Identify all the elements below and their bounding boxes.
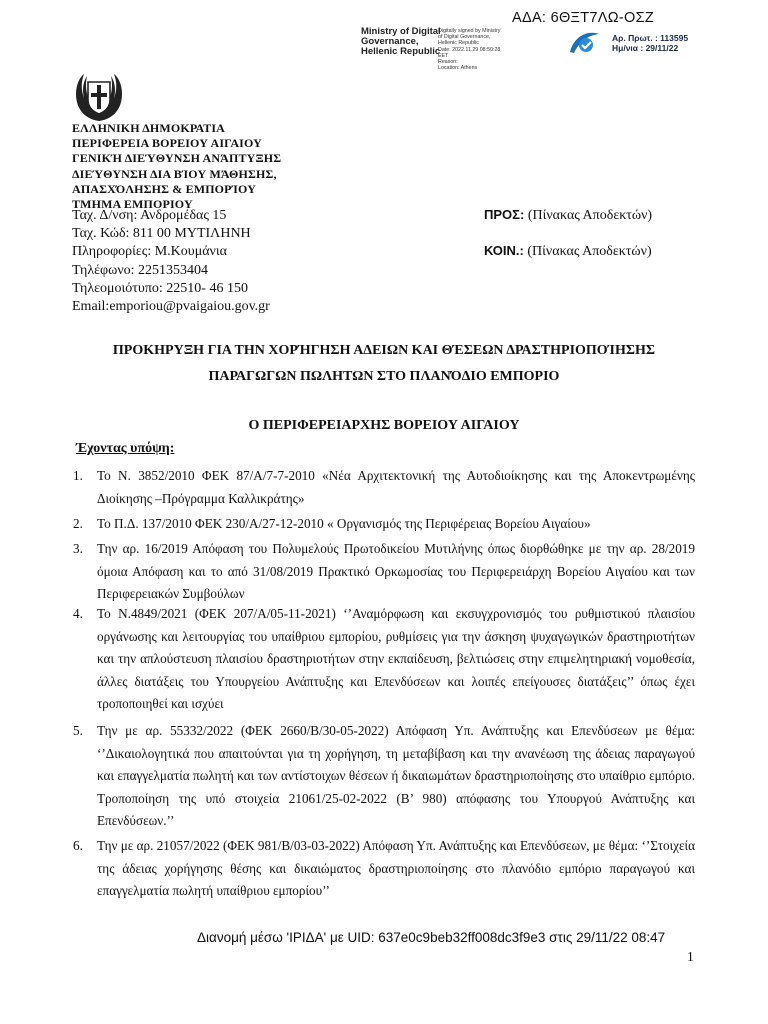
header-line: ΕΛΛΗΝΙΚΗ ΔΗΜΟΚΡΑΤΙΑ (72, 121, 225, 135)
list-item (73, 538, 695, 606)
list-item-number: 4. (73, 606, 83, 621)
list-item-number: 1. (73, 468, 83, 483)
protocol-info (612, 33, 688, 53)
document-title-line-2: ΠΑΡΑΓΩΓΩΝ ΠΩΛΗΤΩΝ ΣΤΟ ΠΛΑΝΌΔΙΟ ΕΜΠΟΡΙΟ (208, 369, 560, 384)
list-item (73, 720, 695, 833)
list-item-text: Το Π.Δ. 137/2010 ΦΕΚ 230/Α/27-12-2010 « Οργανισμός της Περιφέρειας Βορείου Αιγαίου» (97, 516, 591, 531)
recipients-to (484, 207, 652, 224)
protocol-date: Ημ/νια : 29/11/22 (612, 43, 679, 53)
signature-line: of Digital Governance, (438, 34, 491, 41)
list-item-number: 2. (73, 516, 83, 531)
ministry-line: Governance, (361, 36, 419, 47)
ministry-line: Ministry of Digital (361, 26, 441, 37)
list-item-text: Το Ν.4849/2021 (ΦΕΚ 207/Α/05-11-2021) ‘’Αναμόρφωση και εκσυγχρονισμός του ρυθμιστικού πλαισίου οργάνωσης και λειτουργίας του υπαίθριου εμπορίου, ρυθμίσεις για την άσκηση ψυχαγωγικών δραστηριοτήτων και την απλούστευση πλαισίου δραστηριοτήτων στην εκπαίδευση, βελτιώσεις στην επιμελητηριακή νομοθεσία, άλλες διατάξεις του Υπουργείου Ανάπτυξης και Επενδύσεων και λοιπές επείγουσες διατάξεις’’ όπως έχει τροποποιηθεί και ισχύει (97, 606, 695, 711)
list-item-text: Το Ν. 3852/2010 ΦΕΚ 87/Α/7-7-2010 «Νέα Αρχιτεκτονική της Αυτοδιοίκησης και της Αποκεντρωμένης Διοίκησης –Πρόγραμμα Καλλικράτης» (97, 468, 695, 506)
ada-code: ΑΔΑ: 6ΘΞΤ7ΛΩ-ΟΣΖ (512, 10, 655, 26)
digital-seal-logo-icon (566, 26, 602, 58)
signature-line: Reason: (438, 59, 458, 66)
fax-line: Τηλεομοιότυπο: 22510- 46 150 (72, 280, 248, 296)
considering-heading: Έχοντας υπόψη: (76, 441, 175, 456)
cc-value: (Πίνακας Αποδεκτών) (523, 244, 652, 259)
list-item-number: 6. (73, 838, 83, 853)
hellenic-republic-emblem-icon (72, 70, 126, 124)
to-label: ΠΡΟΣ: (484, 207, 525, 222)
contact-details (72, 207, 270, 316)
postcode-line: Ταχ. Κώδ: 811 00 ΜΥΤΙΛΗΝΗ (72, 226, 251, 242)
list-item (73, 465, 695, 510)
ministry-name (361, 27, 441, 57)
page-number: 1 (687, 949, 694, 964)
signature-line: Location: Athens (438, 65, 478, 72)
distribution-footer: Διανομή μέσω 'ΙΡΙΔΑ' με UID: 637e0c9beb32ff008dc3f9e3 στις 29/11/22 08:47 (197, 930, 666, 945)
cc-label: ΚΟΙΝ.: (484, 243, 524, 258)
info-line: Πληροφορίες: Μ.Κουμάνια (72, 244, 227, 260)
list-item-text: Την αρ. 16/2019 Απόφαση του Πολυμελούς Πρωτοδικείου Μυτιλήνης όπως διορθώθηκε με την αρ. 28/2019 όμοια Απόφαση και το από 31/08/2019 Πρακτικό Ορκωμοσίας του Περιφερειάρχη Βορείου Αιγαίου και των Περιφερειακών Συμβούλων (97, 541, 695, 601)
header-line: ΓΕΝΙΚΉ ΔΙΕΎΘΥΝΣΗ ΑΝΆΠΤΥΞΗΣ (72, 151, 282, 166)
list-item-text: Την με αρ. 55332/2022 (ΦΕΚ 2660/Β/30-05-2022) Απόφαση Υπ. Ανάπτυξης και Επενδύσεων με θέμα: ‘’Δικαιολογητικά που απαιτούνται για τη χορήγηση, τη μεταβίβαση και την ανανέωση της άδειας παραγωγού και επαγγελματία πωλητή και των αντίστοιχων θέσεων ή δικαιωμάτων δραστηριοποίησης στο υπαίθριο εμπόριο. Τροποποίηση της υπό στοιχεία 21061/25-02-2022 (Β’ 980) απόφασης του Υπουργού Ανάπτυξης και Επενδύσεων.’’ (97, 723, 695, 828)
list-item (73, 603, 695, 716)
issuer-header (72, 121, 281, 212)
document-title-line-1: ΠΡΟΚΗΡΥΞΗ ΓΙΑ ΤΗΝ ΧΟΡΉΓΗΣΗ ΑΔΕΙΩΝ ΚΑΙ ΘΈΣΕΩΝ ΔΡΑΣΤΗΡΙΟΠΟΊΗΣΗΣ (112, 343, 656, 358)
list-item-text: Την με αρ. 21057/2022 (ΦΕΚ 981/Β/03-03-2022) Απόφαση Υπ. Ανάπτυξης και Επενδύσεων, με θέμα: ‘’Στοιχεία της άδειας χορήγησης θέσης και δικαιώματος δραστηριοποίησης στο πλανόδιο εμπόριο παραγωγού και επαγγελματία πωλητή υπαίθριου εμπορίου’’ (97, 838, 696, 898)
header-line: ΠΕΡΙΦΕΡΕΙΑ ΒΟΡΕΙΟΥ ΑΙΓΑΙΟΥ (72, 136, 262, 151)
header-line: ΔΙΕΎΘΥΝΣΗ ΔΙΑ ΒΊΟΥ ΜΆΘΗΣΗΣ, (72, 166, 277, 181)
digital-signature-details (438, 28, 500, 71)
recipients-cc (484, 243, 652, 260)
address-line: Ταχ. Δ/νση: Ανδρομέδας 15 (72, 208, 227, 223)
signature-line: Digitally signed by Ministry (438, 28, 501, 34)
header-line: ΑΠΑΣΧΌΛΗΣΗΣ & ΕΜΠΟΡΊΟΥ (72, 181, 257, 196)
list-item-number: 5. (73, 723, 83, 738)
document-subtitle: Ο ΠΕΡΙΦΕΡΕΙΑΡΧΗΣ ΒΟΡΕΙΟΥ ΑΙΓΑΙΟΥ (248, 418, 520, 433)
email-line: Email:emporiou@pvaigaiou.gov.gr (72, 299, 270, 315)
list-item (73, 513, 695, 536)
list-item (73, 835, 695, 903)
ministry-line: Hellenic Republic (361, 46, 441, 57)
protocol-number: Αρ. Πρωτ. : 113595 (612, 33, 689, 43)
list-item-number: 3. (73, 541, 83, 556)
header-line: ΤΜΗΜΑ ΕΜΠΟΡΙΟΥ (72, 197, 193, 212)
signature-line: Hellenic Republic (438, 40, 479, 47)
signature-line: EET (438, 52, 449, 59)
signature-line: Date: 2022.11.29 08:50:28 (438, 46, 501, 53)
to-value: (Πίνακας Αποδεκτών) (524, 208, 653, 223)
phone-line: Τηλέφωνο: 2251353404 (72, 262, 209, 278)
